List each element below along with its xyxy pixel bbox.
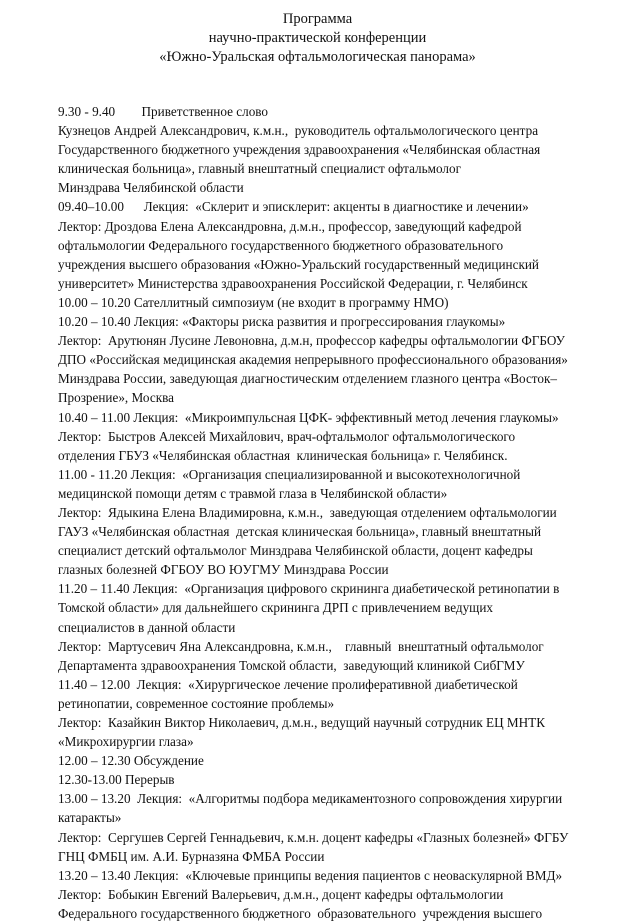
text-line: Лектор: Мартусевич Яна Александровна, к.м.н., главный внештатный офтальмолог <box>58 638 544 654</box>
text-line: Минздрава России, заведующая диагностическим отделением глазного центра «Восток– <box>58 371 557 387</box>
text-line: специалист детский офтальмолог Минздрава Челябинской области, доцент кафедры <box>58 543 533 559</box>
text-line: ДПО «Российская медицинская академия непрерывного профессионального образования» <box>58 352 568 368</box>
program-title <box>0 10 635 67</box>
title-line: научно-практической конференции <box>208 30 427 46</box>
text-line: 9.30 - 9.40 Приветственное слово <box>58 104 269 119</box>
text-line: 13.20 – 13.40 Лекция: «Ключевые принципы ведения пациентов с неоваскулярной ВМД» <box>58 867 563 883</box>
text-line: Государственного бюджетного учреждения здравоохранения «Челябинская областная <box>58 142 541 158</box>
text-line: 10.00 – 10.20 Сателлитный симпозиум (не входит в программу НМО) <box>58 294 449 310</box>
text-line: Прозрение», Москва <box>58 390 175 406</box>
text-line: Лектор: Сергушев Сергей Геннадьевич, к.м.н. доцент кафедры «Глазных болезней» ФГБУ <box>58 829 569 845</box>
text-line: отделения ГБУЗ «Челябинская областная клиническая больница» г. Челябинск. <box>58 447 508 463</box>
program-body <box>58 102 618 923</box>
text-line: 13.00 – 13.20 Лекция: «Алгоритмы подбора медикаментозного сопровождения хирургии <box>58 791 563 807</box>
title-line: «Южно-Уральская офтальмологическая панорама» <box>159 49 476 65</box>
text-line: Лектор: Ядыкина Елена Владимировна, к.м.н., заведующая отделением офтальмологии <box>58 504 557 520</box>
text-line: ретинопатии, современное состояние проблемы» <box>58 695 335 711</box>
text-line: ГАУЗ «Челябинская областная детская клиническая больница», главный внештатный <box>58 524 542 540</box>
text-line: 09.40–10.00 Лекция: «Склерит и эписклерит: акценты в диагностике и лечении» <box>58 199 529 215</box>
text-line: клиническая больница», главный внештатный специалист офтальмолог <box>58 161 461 177</box>
text-line: катаракты» <box>58 810 122 826</box>
text-line: Департамента здравоохранения Томской области, заведующий клиникой СибГМУ <box>58 657 525 673</box>
text-line: Томской области» для дальнейшего скрининга ДРП с привлечением ведущих <box>58 600 493 616</box>
text-line: Лектор: Быстров Алексей Михайлович, врач-офтальмолог офтальмологического <box>58 428 516 444</box>
text-line: 10.40 – 11.00 Лекция: «Микроимпульсная ЦФК- эффективный метод лечения глаукомы» <box>58 409 559 425</box>
text-line: 11.00 - 11.20 Лекция: «Организация специализированной и высокотехнологичной <box>58 466 521 482</box>
text-line: ГНЦ ФМБЦ им. А.И. Бурназяна ФМБА России <box>58 848 325 864</box>
text-line: офтальмологии Федерального государственного бюджетного образовательного <box>58 237 504 253</box>
text-line: 10.20 – 10.40 Лекция: «Факторы риска развития и прогрессирования глаукомы» <box>58 314 506 330</box>
text-line: специалистов в данной области <box>58 619 236 635</box>
text-line: 12.30-13.00 Перерыв <box>58 772 175 788</box>
text-line: Лектор: Арутюнян Лусине Левоновна, д.м.н, профессор кафедры офтальмологии ФГБОУ <box>58 333 565 349</box>
title-line: Программа <box>282 11 353 27</box>
text-line: Лектор: Казайкин Виктор Николаевич, д.м.н., ведущий научный сотрудник ЕЦ МНТК <box>58 715 546 730</box>
text-line: учреждения высшего образования «Южно-Уральский государственный медицинский <box>58 256 539 272</box>
text-line: 11.40 – 12.00 Лекция: «Хирургическое лечение пролиферативной диабетической <box>58 676 518 692</box>
text-line: Минздрава Челябинской области <box>58 180 244 196</box>
text-line: университет» Министерства здравоохранения Российской Федерации, г. Челябинск <box>58 275 528 291</box>
text-line: 12.00 – 12.30 Обсуждение <box>58 753 204 769</box>
text-line: Лектор: Бобыкин Евгений Валерьевич, д.м.н., доцент кафедры офтальмологии <box>58 886 504 902</box>
text-line: Лектор: Дроздова Елена Александровна, д.м.н., профессор, заведующий кафедрой <box>58 218 522 234</box>
text-line: медицинской помощи детям с травмой глаза в Челябинской области» <box>58 485 448 501</box>
text-line: 11.20 – 11.40 Лекция: «Организация цифрового скрининга диабетической ретинопатии в <box>58 581 560 597</box>
text-line: Кузнецов Андрей Александрович, к.м.н., руководитель офтальмологического центра <box>58 123 539 139</box>
text-line: «Микрохирургии глаза» <box>58 734 194 750</box>
text-line: глазных болезней ФГБОУ ВО ЮУГМУ Минздрава России <box>58 562 389 578</box>
text-line: Федерального государственного бюджетного образовательного учреждения высшего <box>58 905 543 921</box>
